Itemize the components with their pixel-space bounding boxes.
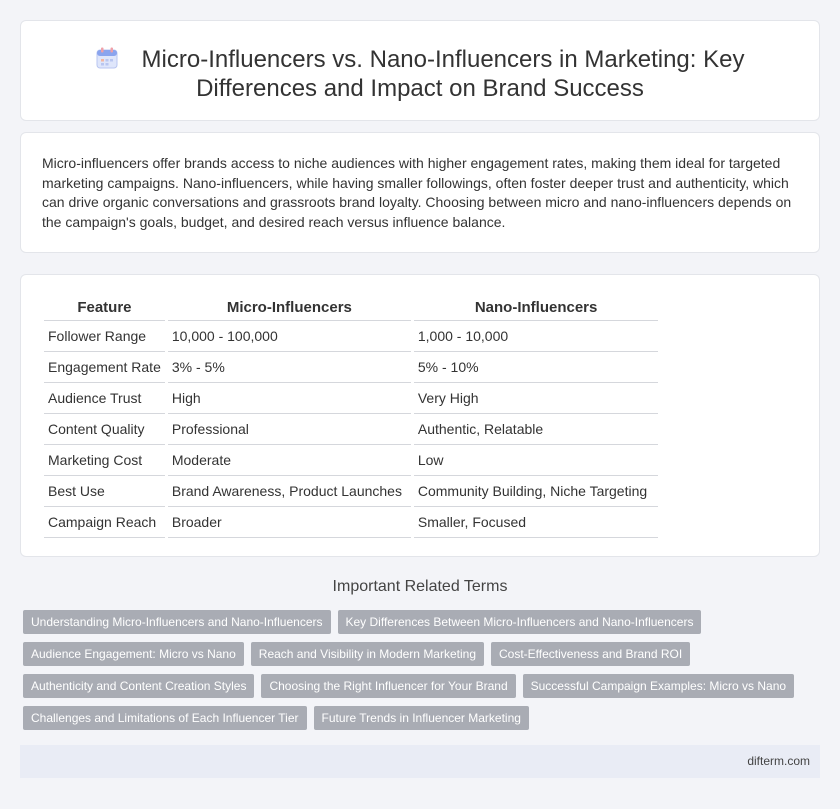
related-term-link[interactable]: Reach and Visibility in Modern Marketing <box>251 642 484 666</box>
table-row <box>44 320 658 351</box>
calendar-icon <box>96 47 118 69</box>
title-block <box>21 45 819 103</box>
tag-row <box>23 674 803 698</box>
related-terms-title: Important Related Terms <box>332 578 508 595</box>
cell-micro: Moderate <box>166 444 412 475</box>
related-terms-list <box>23 610 803 738</box>
cell-nano: Smaller, Focused <box>412 506 658 537</box>
cell-micro: Brand Awareness, Product Launches <box>166 475 412 506</box>
comparison-card <box>20 274 820 557</box>
table-row <box>44 351 658 382</box>
table-row <box>44 382 658 413</box>
related-term-link[interactable]: Authenticity and Content Creation Styles <box>23 674 254 698</box>
header-feature: Feature <box>44 296 166 320</box>
related-term-link[interactable]: Key Differences Between Micro-Influencers and Nano-Influencers <box>338 610 702 634</box>
tag-row <box>23 610 803 634</box>
cell-feature: Campaign Reach <box>44 506 166 537</box>
tag-row <box>23 642 803 666</box>
table-header-row <box>44 296 658 320</box>
cell-nano: 5% - 10% <box>412 351 658 382</box>
title-card <box>20 20 820 121</box>
intro-card <box>20 132 820 253</box>
header-nano: Nano-Influencers <box>412 296 658 320</box>
table-row <box>44 475 658 506</box>
cell-feature: Audience Trust <box>44 382 166 413</box>
cell-nano: Very High <box>412 382 658 413</box>
related-term-link[interactable]: Choosing the Right Influencer for Your Brand <box>261 674 515 698</box>
cell-nano: Low <box>412 444 658 475</box>
table-row <box>44 413 658 444</box>
cell-micro: 3% - 5% <box>166 351 412 382</box>
cell-feature: Content Quality <box>44 413 166 444</box>
footer <box>20 745 820 778</box>
related-term-link[interactable]: Audience Engagement: Micro vs Nano <box>23 642 244 666</box>
cell-micro: Broader <box>166 506 412 537</box>
cell-nano: 1,000 - 10,000 <box>412 320 658 351</box>
cell-feature: Follower Range <box>44 320 166 351</box>
cell-micro: 10,000 - 100,000 <box>166 320 412 351</box>
related-term-link[interactable]: Future Trends in Influencer Marketing <box>314 706 529 730</box>
footer-site-link[interactable]: difterm.com <box>747 754 810 768</box>
related-term-link[interactable]: Cost-Effectiveness and Brand ROI <box>491 642 690 666</box>
cell-nano: Authentic, Relatable <box>412 413 658 444</box>
cell-micro: Professional <box>166 413 412 444</box>
title-line-1: Micro-Influencers vs. Nano-Influencers in Marketing: Key <box>141 46 745 73</box>
comparison-table <box>44 296 658 538</box>
related-term-link[interactable]: Challenges and Limitations of Each Influencer Tier <box>23 706 307 730</box>
header-micro: Micro-Influencers <box>166 296 412 320</box>
title-line-2: Differences and Impact on Brand Success <box>196 75 644 102</box>
page-title <box>21 45 819 103</box>
cell-micro: High <box>166 382 412 413</box>
related-term-link[interactable]: Understanding Micro-Influencers and Nano-Influencers <box>23 610 331 634</box>
related-term-link[interactable]: Successful Campaign Examples: Micro vs Nano <box>523 674 794 698</box>
table-row <box>44 506 658 537</box>
intro-text: Micro-influencers offer brands access to niche audiences with higher engagement rates, making them ideal for targeted marketing campaigns. Nano-influencers, while having smaller followings, often foster deeper trust and authenticity, which can drive organic conversations and grassroots brand loyalty. Choosing between micro and nano-influencers depends on the campaign's goals, budget, and desired reach versus influence balance. <box>42 155 792 230</box>
table-row <box>44 444 658 475</box>
tag-row <box>23 706 803 730</box>
cell-feature: Engagement Rate <box>44 351 166 382</box>
cell-feature: Best Use <box>44 475 166 506</box>
cell-feature: Marketing Cost <box>44 444 166 475</box>
cell-nano: Community Building, Niche Targeting <box>412 475 658 506</box>
